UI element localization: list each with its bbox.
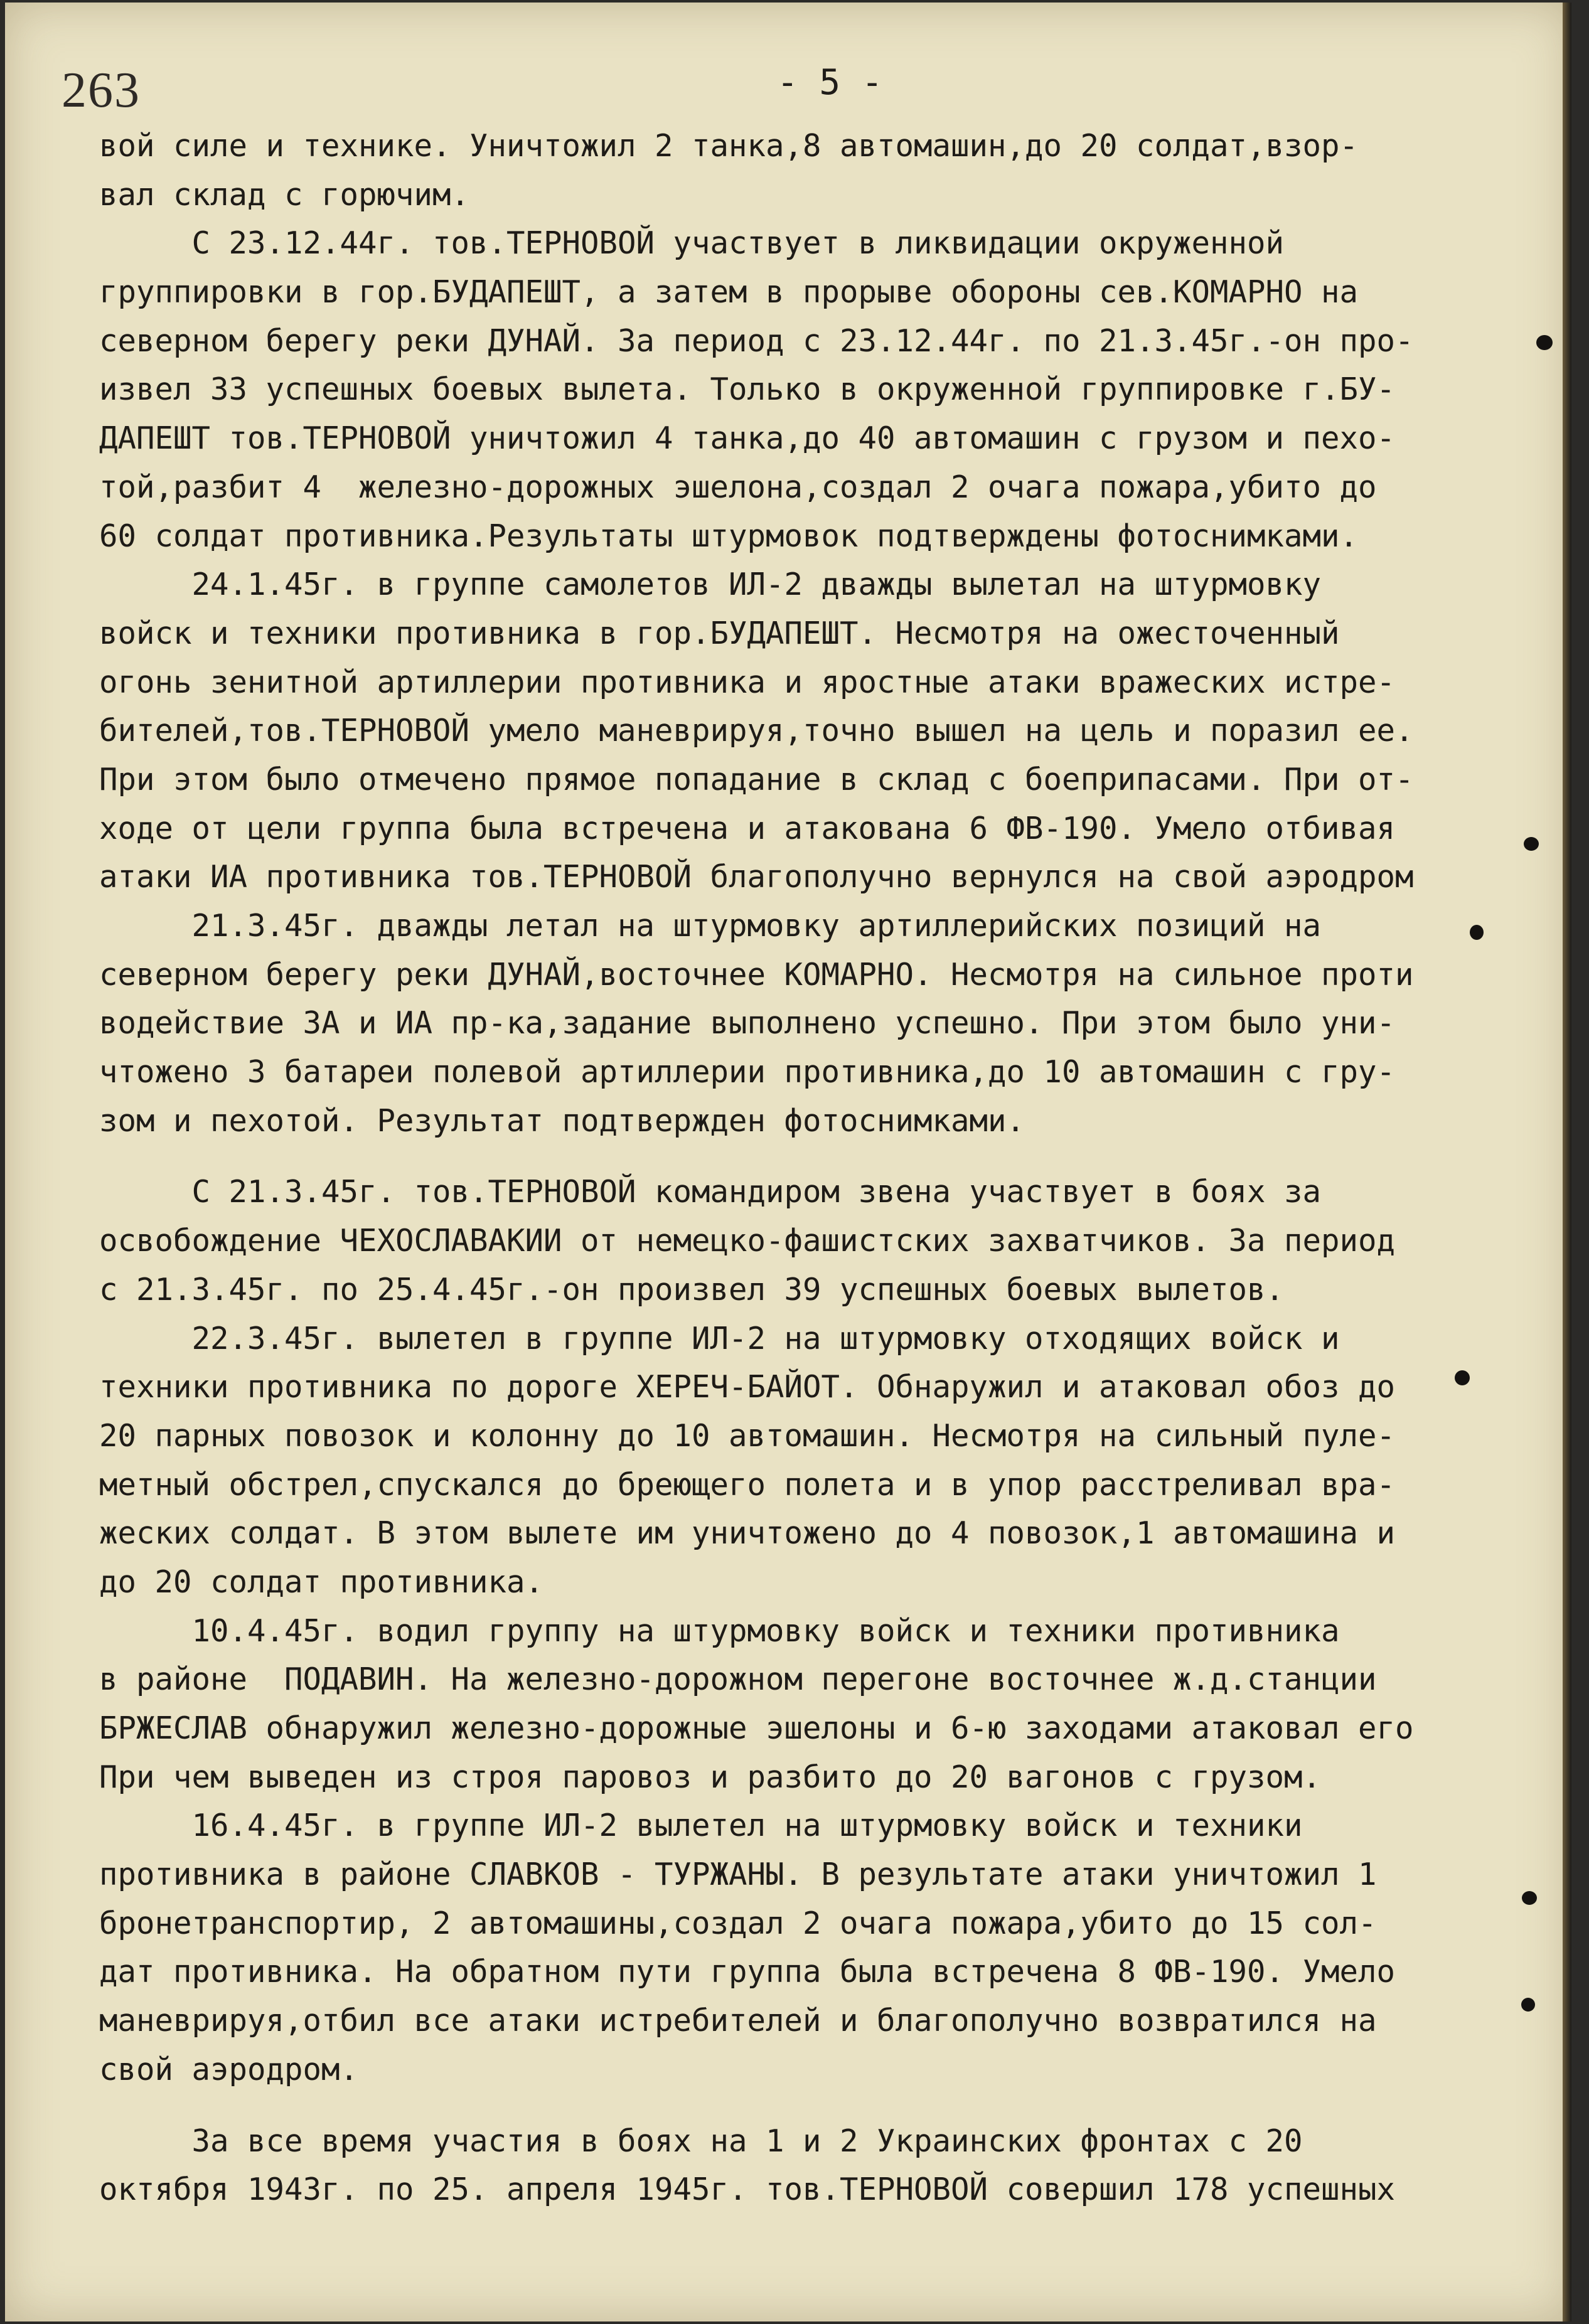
punch-mark bbox=[1524, 837, 1539, 851]
text-line: техники противника по дороге ХЕРЕЧ-БАЙОТ. Обнаружил и атаковал обоз до bbox=[99, 1369, 1396, 1405]
punch-mark bbox=[1521, 1998, 1535, 2012]
text-line: зом и пехотой. Результат подтвержден фотоснимками. bbox=[99, 1102, 1025, 1139]
paragraph bbox=[99, 2117, 1499, 2214]
paragraph bbox=[99, 219, 1499, 560]
text-line: октября 1943г. по 25. апреля 1945г. тов.ТЕРНОВОЙ совершил 178 успешных bbox=[99, 2172, 1396, 2208]
text-line: войск и техники противника в гор.БУДАПЕШТ. Несмотря на ожесточенный bbox=[99, 615, 1340, 651]
paragraph-gap bbox=[99, 2094, 1499, 2117]
text-line: За все время участия в боях на 1 и 2 Украинских фронтах с 20 bbox=[99, 2123, 1303, 2159]
page-number: - 5 - bbox=[777, 62, 883, 103]
paragraph bbox=[99, 902, 1499, 1145]
punch-mark bbox=[1522, 1891, 1537, 1905]
text-line: маневрируя,отбил все атаки истребителей и благополучно возвратился на bbox=[99, 2003, 1377, 2039]
text-line: дат противника. На обратном пути группа была встречена 8 ФВ-190. Умело bbox=[99, 1954, 1396, 1990]
text-line: ходе от цели группа была встречена и атакована 6 ФВ-190. Умело отбивая bbox=[99, 810, 1396, 846]
text-line: С 23.12.44г. тов.ТЕРНОВОЙ участвует в ликвидации окруженной bbox=[99, 225, 1285, 262]
text-line: водействие ЗА и ИА пр-ка,задание выполнено успешно. При этом было уни- bbox=[99, 1005, 1396, 1042]
punch-mark bbox=[1455, 1370, 1470, 1385]
text-line: жеских солдат. В этом вылете им уничтожено до 4 повозок,1 автомашина и bbox=[99, 1515, 1396, 1552]
paragraph bbox=[99, 1801, 1499, 2094]
paragraph bbox=[99, 1168, 1499, 1314]
page-edge bbox=[1563, 3, 1571, 2321]
text-line: северном берегу реки ДУНАЙ,восточнее КОМАРНО. Несмотря на сильное проти bbox=[99, 956, 1414, 993]
text-line: При чем выведен из строя паровоз и разбито до 20 вагонов с грузом. bbox=[99, 1759, 1322, 1795]
text-line: 60 солдат противника.Результаты штурмовок подтверждены фотоснимками. bbox=[99, 518, 1359, 554]
text-line: бронетранспортир, 2 автомашины,создал 2 очага пожара,убито до 15 сол- bbox=[99, 1905, 1377, 1941]
text-line: северном берегу реки ДУНАЙ. За период с 23.12.44г. по 21.3.45г.-он про- bbox=[99, 322, 1414, 359]
document-body bbox=[99, 122, 1499, 2214]
paragraph bbox=[99, 560, 1499, 902]
text-line: 10.4.45г. водил группу на штурмовку войск и техники противника bbox=[99, 1612, 1340, 1649]
text-line: извел 33 успешных боевых вылета. Только в окруженной группировке г.БУ- bbox=[99, 371, 1396, 408]
text-line: 20 парных повозок и колонну до 10 автомашин. Несмотря на сильный пуле- bbox=[99, 1417, 1396, 1454]
text-line: При этом было отмечено прямое попадание в склад с боеприпасами. При от- bbox=[99, 761, 1414, 797]
paragraph-gap bbox=[99, 1145, 1499, 1168]
paragraph bbox=[99, 1607, 1499, 1802]
document-page bbox=[5, 3, 1571, 2321]
text-line: огонь зенитной артиллерии противника и яростные атаки вражеских истре- bbox=[99, 664, 1396, 700]
text-line: 21.3.45г. дважды летал на штурмовку артиллерийских позиций на bbox=[99, 908, 1322, 944]
text-line: метный обстрел,спускался до бреющего полета и в упор расстреливал вра- bbox=[99, 1466, 1396, 1503]
text-line: группировки в гор.БУДАПЕШТ, а затем в прорыве обороны сев.КОМАРНО на bbox=[99, 274, 1359, 311]
text-line: противника в районе СЛАВКОВ - ТУРЖАНЫ. В результате атаки уничтожил 1 bbox=[99, 1857, 1377, 1893]
punch-mark bbox=[1470, 925, 1484, 940]
punch-mark bbox=[1536, 335, 1553, 350]
text-line: в районе ПОДАВИН. На железно-дорожном перегоне восточнее ж.д.станции bbox=[99, 1661, 1377, 1698]
text-line: бителей,тов.ТЕРНОВОЙ умело маневрируя,точно вышел на цель и поразил ее. bbox=[99, 713, 1414, 749]
paragraph bbox=[99, 122, 1499, 219]
text-line: вал склад с горючим. bbox=[99, 176, 470, 213]
text-line: БРЖЕСЛАВ обнаружил железно-дорожные эшелоны и 6-ю заходами атаковал его bbox=[99, 1710, 1414, 1746]
paragraph bbox=[99, 1314, 1499, 1607]
text-line: чтожено 3 батареи полевой артиллерии противника,до 10 автомашин с гру- bbox=[99, 1054, 1396, 1090]
text-line: до 20 солдат противника. bbox=[99, 1564, 544, 1600]
text-line: той,разбит 4 железно-дорожных эшелона,создал 2 очага пожара,убито до bbox=[99, 469, 1377, 505]
text-line: атаки ИА противника тов.ТЕРНОВОЙ благополучно вернулся на свой аэродром bbox=[99, 859, 1414, 895]
archive-number: 263 bbox=[62, 63, 141, 118]
text-line: 22.3.45г. вылетел в группе ИЛ-2 на штурмовку отходящих войск и bbox=[99, 1320, 1340, 1357]
text-line: С 21.3.45г. тов.ТЕРНОВОЙ командиром звена участвует в боях за bbox=[99, 1174, 1322, 1210]
text-line: 24.1.45г. в группе самолетов ИЛ-2 дважды вылетал на штурмовку bbox=[99, 567, 1322, 603]
text-line: ДАПЕШТ тов.ТЕРНОВОЙ уничтожил 4 танка,до 40 автомашин с грузом и пехо- bbox=[99, 420, 1396, 457]
text-line: с 21.3.45г. по 25.4.45г.-он произвел 39 успешных боевых вылетов. bbox=[99, 1271, 1285, 1308]
text-line: освобождение ЧЕХОСЛАВАКИИ от немецко-фашистских захватчиков. За период bbox=[99, 1223, 1396, 1259]
text-line: 16.4.45г. в группе ИЛ-2 вылетел на штурмовку войск и техники bbox=[99, 1808, 1303, 1844]
text-line: вой силе и технике. Уничтожил 2 танка,8 автомашин,до 20 солдат,взор- bbox=[99, 128, 1359, 164]
text-line: свой аэродром. bbox=[99, 2051, 359, 2087]
